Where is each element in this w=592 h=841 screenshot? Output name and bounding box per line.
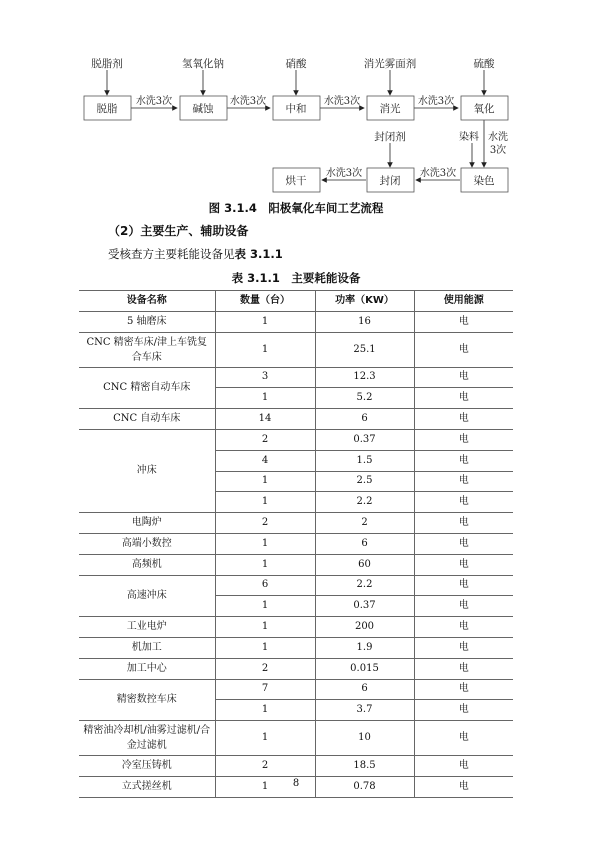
step-label-fengbi: 封闭 <box>379 175 401 187</box>
cell-quantity: 1 <box>215 596 315 617</box>
cell-energy: 电 <box>414 554 513 575</box>
cell-power: 6 <box>315 533 414 554</box>
cell-equipment-name: 电陶炉 <box>79 513 215 534</box>
cell-equipment-name: 精密油冷却机/油雾过滤机/合金过滤机 <box>79 721 215 756</box>
cell-power: 2.2 <box>315 575 414 596</box>
cell-equipment-name: CNC 自动车床 <box>79 409 215 430</box>
cell-quantity: 2 <box>215 429 315 450</box>
cell-power: 1.5 <box>315 450 414 471</box>
cell-quantity: 2 <box>215 513 315 534</box>
cell-quantity: 2 <box>215 658 315 679</box>
cell-energy: 电 <box>414 450 513 471</box>
wash-label-b: 3次 <box>489 145 507 156</box>
table-row <box>79 679 513 700</box>
cell-quantity: 1 <box>215 311 315 332</box>
table-row <box>79 332 513 367</box>
cell-equipment-name: 高速冲床 <box>79 575 215 617</box>
header-energy: 使用能源 <box>414 291 513 312</box>
input-ranliao: 染料 <box>459 132 479 143</box>
cell-quantity: 1 <box>215 492 315 513</box>
cell-energy: 电 <box>414 776 513 797</box>
cell-quantity: 1 <box>215 332 315 367</box>
wash-label-1: 水洗3次 <box>135 96 173 107</box>
step-label-zhonghe: 中和 <box>285 103 307 115</box>
table-row <box>79 533 513 554</box>
cell-power: 10 <box>315 721 414 756</box>
input-tuozhiji: 脱脂剂 <box>91 58 123 70</box>
input-liusuan: 硫酸 <box>473 58 495 70</box>
cell-energy: 电 <box>414 637 513 658</box>
cell-energy: 电 <box>414 596 513 617</box>
cell-power: 0.015 <box>315 658 414 679</box>
cell-quantity: 1 <box>215 617 315 638</box>
cell-equipment-name: 工业电炉 <box>79 617 215 638</box>
table-caption: 表 3.1.1 主要耗能设备 <box>231 271 361 285</box>
cell-power: 3.7 <box>315 700 414 721</box>
cell-quantity: 1 <box>215 554 315 575</box>
cell-power: 12.3 <box>315 367 414 388</box>
header-quantity: 数量（台） <box>215 291 315 312</box>
cell-equipment-name: 精密数控车床 <box>79 679 215 721</box>
cell-energy: 电 <box>414 332 513 367</box>
cell-power: 0.37 <box>315 429 414 450</box>
cell-energy: 电 <box>414 533 513 554</box>
cell-energy: 电 <box>414 429 513 450</box>
cell-quantity: 1 <box>215 637 315 658</box>
table-row <box>79 617 513 638</box>
cell-power: 16 <box>315 311 414 332</box>
cell-energy: 电 <box>414 492 513 513</box>
table-row <box>79 513 513 534</box>
table-row <box>79 409 513 430</box>
step-label-ranse: 染色 <box>473 175 495 187</box>
cell-energy: 电 <box>414 700 513 721</box>
wash-label-3: 水洗3次 <box>323 96 361 107</box>
cell-energy: 电 <box>414 658 513 679</box>
cell-equipment-name: CNC 精密自动车床 <box>79 367 215 409</box>
wash-label-2: 水洗3次 <box>229 96 267 107</box>
intro-table-ref: 表 3.1.1 <box>234 247 283 261</box>
input-qingyanghuana: 氢氧化钠 <box>182 58 224 70</box>
cell-power: 1.9 <box>315 637 414 658</box>
cell-power: 2.5 <box>315 471 414 492</box>
cell-quantity: 1 <box>215 533 315 554</box>
table-header-row <box>79 291 513 312</box>
cell-quantity: 14 <box>215 409 315 430</box>
input-xiaosuan: 硝酸 <box>285 58 307 70</box>
cell-energy: 电 <box>414 721 513 756</box>
step-label-yanghua: 氧化 <box>473 103 495 115</box>
cell-equipment-name: 立式搓丝机 <box>79 776 215 797</box>
input-xiaoguangwumianji: 消光雾面剂 <box>363 58 417 70</box>
cell-power: 25.1 <box>315 332 414 367</box>
cell-power: 2 <box>315 513 414 534</box>
cell-quantity: 6 <box>215 575 315 596</box>
cell-equipment-name: 高频机 <box>79 554 215 575</box>
intro-text: 受核查方主要耗能设备见 <box>108 247 235 261</box>
table-row <box>79 575 513 596</box>
cell-equipment-name: CNC 精密车床/津上车铣复合车床 <box>79 332 215 367</box>
cell-quantity: 3 <box>215 367 315 388</box>
input-fengbiji: 封闭剂 <box>374 131 406 143</box>
cell-equipment-name: 高端小数控 <box>79 533 215 554</box>
step-label-honggan: 烘干 <box>285 175 307 187</box>
step-label-jianshi: 碱蚀 <box>192 103 214 115</box>
wash-label-a: 水洗 <box>488 132 508 143</box>
cell-power: 60 <box>315 554 414 575</box>
cell-energy: 电 <box>414 367 513 388</box>
section-title: （2）主要生产、辅助设备 <box>108 224 249 238</box>
wash-label-5: 水洗3次 <box>419 168 457 179</box>
table-row <box>79 554 513 575</box>
cell-equipment-name: 5 轴磨床 <box>79 311 215 332</box>
cell-quantity: 1 <box>215 721 315 756</box>
wash-label-6: 水洗3次 <box>325 168 363 179</box>
figure-caption: 图 3.1.4 阳极氧化车间工艺流程 <box>208 201 384 215</box>
cell-power: 6 <box>315 679 414 700</box>
cell-energy: 电 <box>414 409 513 430</box>
cell-energy: 电 <box>414 388 513 409</box>
cell-power: 0.37 <box>315 596 414 617</box>
cell-power: 6 <box>315 409 414 430</box>
cell-energy: 电 <box>414 575 513 596</box>
cell-equipment-name: 冲床 <box>79 429 215 512</box>
cell-energy: 电 <box>414 471 513 492</box>
cell-energy: 电 <box>414 679 513 700</box>
page-number: 8 <box>292 778 300 789</box>
wash-label-4: 水洗3次 <box>417 96 455 107</box>
cell-quantity: 2 <box>215 756 315 777</box>
step-label-tuozhi: 脱脂 <box>96 103 118 115</box>
cell-equipment-name: 冷室压铸机 <box>79 756 215 777</box>
cell-quantity: 1 <box>215 388 315 409</box>
table-row <box>79 429 513 450</box>
table-row <box>79 756 513 777</box>
cell-power: 200 <box>315 617 414 638</box>
process-flow-diagram <box>0 0 592 200</box>
table-body <box>79 311 513 797</box>
cell-power: 18.5 <box>315 756 414 777</box>
cell-equipment-name: 机加工 <box>79 637 215 658</box>
header-name: 设备名称 <box>79 291 215 312</box>
table-row <box>79 658 513 679</box>
table-row <box>79 367 513 388</box>
cell-energy: 电 <box>414 756 513 777</box>
cell-energy: 电 <box>414 617 513 638</box>
step-label-xiaoguang: 消光 <box>379 103 401 115</box>
header-power: 功率（KW） <box>315 291 414 312</box>
table-row <box>79 311 513 332</box>
intro-paragraph <box>108 246 283 262</box>
cell-power: 2.2 <box>315 492 414 513</box>
cell-quantity: 1 <box>215 471 315 492</box>
cell-power: 0.78 <box>315 776 414 797</box>
equipment-table <box>79 290 513 798</box>
table-row <box>79 721 513 756</box>
table-row <box>79 637 513 658</box>
cell-quantity: 1 <box>215 776 315 797</box>
cell-energy: 电 <box>414 513 513 534</box>
cell-quantity: 1 <box>215 700 315 721</box>
cell-power: 5.2 <box>315 388 414 409</box>
cell-equipment-name: 加工中心 <box>79 658 215 679</box>
cell-energy: 电 <box>414 311 513 332</box>
cell-quantity: 4 <box>215 450 315 471</box>
cell-quantity: 7 <box>215 679 315 700</box>
